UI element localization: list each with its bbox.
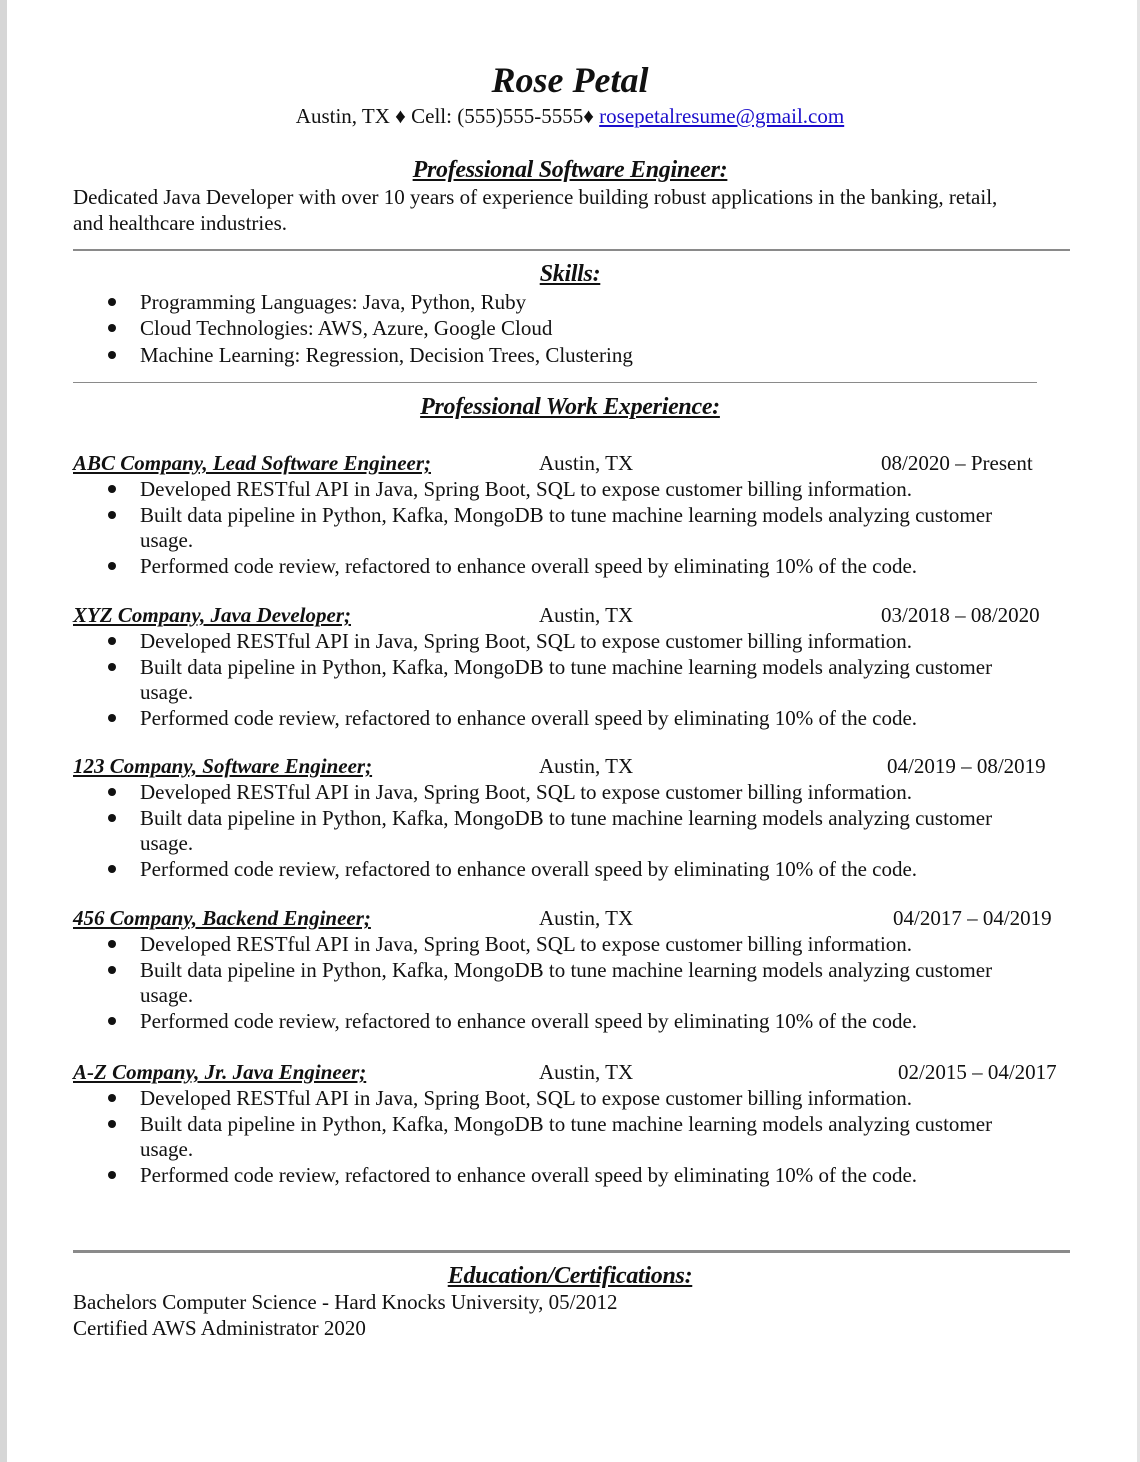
summary-text: and healthcare industries. bbox=[73, 211, 287, 235]
job-bullet: usage. bbox=[140, 831, 194, 855]
job-dates: 04/2017 – 04/2019 bbox=[893, 906, 1052, 930]
bullet-icon bbox=[108, 966, 116, 974]
job-bullet: Built data pipeline in Python, Kafka, MongoDB to tune machine learning models analyzing customer bbox=[140, 655, 993, 679]
job-bullet: usage. bbox=[140, 983, 194, 1007]
education-heading: Education/Certifications: bbox=[447, 1263, 693, 1289]
skill-item: Cloud Technologies: AWS, Azure, Google Cloud bbox=[140, 316, 553, 340]
bullet-icon bbox=[108, 485, 116, 493]
bullet-icon bbox=[108, 1017, 116, 1025]
divider bbox=[73, 1250, 1070, 1253]
experience-heading: Professional Work Experience: bbox=[420, 394, 720, 420]
job-bullet: usage. bbox=[140, 680, 194, 704]
bullet-icon bbox=[108, 1094, 116, 1102]
job-location: Austin, TX bbox=[539, 1060, 634, 1084]
job-location: Austin, TX bbox=[539, 754, 634, 778]
bullet-icon bbox=[108, 324, 116, 332]
job-bullet: Built data pipeline in Python, Kafka, MongoDB to tune machine learning models analyzing customer bbox=[140, 1112, 993, 1136]
skills-heading: Skills: bbox=[539, 261, 601, 287]
cell-phone: Cell: (555)555-5555 bbox=[411, 104, 584, 128]
bullet-icon bbox=[108, 562, 116, 570]
job-dates: 02/2015 – 04/2017 bbox=[898, 1060, 1057, 1084]
summary-heading: Professional Software Engineer: bbox=[412, 157, 728, 183]
location: Austin, TX bbox=[295, 104, 390, 128]
diamond-icon: ♦ bbox=[583, 104, 594, 128]
job-location: Austin, TX bbox=[539, 451, 634, 475]
bullet-icon bbox=[108, 511, 116, 519]
job-title: A-Z Company, Jr. Java Engineer; bbox=[73, 1060, 367, 1084]
bullet-icon bbox=[108, 940, 116, 948]
job-bullet: Developed RESTful API in Java, Spring Boot, SQL to expose customer billing information. bbox=[140, 780, 913, 804]
job-bullet: Developed RESTful API in Java, Spring Boot, SQL to expose customer billing information. bbox=[140, 629, 913, 653]
education-line: Bachelors Computer Science - Hard Knocks University, 05/2012 bbox=[73, 1290, 618, 1314]
bullet-icon bbox=[108, 814, 116, 822]
job-dates: 08/2020 – Present bbox=[881, 451, 1033, 475]
job-location: Austin, TX bbox=[539, 603, 634, 627]
divider bbox=[73, 249, 1070, 251]
email-link[interactable]: rosepetalresume@gmail.com bbox=[599, 104, 845, 128]
education-line: Certified AWS Administrator 2020 bbox=[73, 1316, 366, 1340]
job-title: XYZ Company, Java Developer; bbox=[73, 603, 351, 627]
job-bullet: usage. bbox=[140, 1137, 194, 1161]
job-title: 456 Company, Backend Engineer; bbox=[73, 906, 371, 930]
job-title: 123 Company, Software Engineer; bbox=[73, 754, 373, 778]
job-bullet: Performed code review, refactored to enhance overall speed by eliminating 10% of the code. bbox=[140, 706, 918, 730]
job-dates: 03/2018 – 08/2020 bbox=[881, 603, 1040, 627]
page-border bbox=[0, 0, 7, 1462]
job-bullet: Performed code review, refactored to enhance overall speed by eliminating 10% of the code. bbox=[140, 1009, 918, 1033]
bullet-icon bbox=[108, 865, 116, 873]
job-dates: 04/2019 – 08/2019 bbox=[887, 754, 1046, 778]
diamond-icon: ♦ bbox=[395, 104, 406, 128]
bullet-icon bbox=[108, 714, 116, 722]
job-title: ABC Company, Lead Software Engineer; bbox=[73, 451, 431, 475]
job-bullet: Performed code review, refactored to enhance overall speed by eliminating 10% of the code. bbox=[140, 1163, 918, 1187]
bullet-icon bbox=[108, 351, 116, 359]
job-bullet: Performed code review, refactored to enhance overall speed by eliminating 10% of the code. bbox=[140, 554, 918, 578]
job-bullet: Developed RESTful API in Java, Spring Boot, SQL to expose customer billing information. bbox=[140, 932, 913, 956]
job-bullet: Developed RESTful API in Java, Spring Boot, SQL to expose customer billing information. bbox=[140, 1086, 913, 1110]
summary-text: Dedicated Java Developer with over 10 years of experience building robust applications in the banking, retail, bbox=[73, 185, 998, 209]
job-bullet: Built data pipeline in Python, Kafka, MongoDB to tune machine learning models analyzing customer bbox=[140, 503, 993, 527]
candidate-name: Rose Petal bbox=[491, 60, 649, 100]
bullet-icon bbox=[108, 1120, 116, 1128]
bullet-icon bbox=[108, 663, 116, 671]
job-bullet: usage. bbox=[140, 528, 194, 552]
job-bullet: Performed code review, refactored to enhance overall speed by eliminating 10% of the code. bbox=[140, 857, 918, 881]
skill-item: Machine Learning: Regression, Decision Trees, Clustering bbox=[140, 343, 633, 367]
bullet-icon bbox=[108, 298, 116, 306]
job-bullet: Built data pipeline in Python, Kafka, MongoDB to tune machine learning models analyzing customer bbox=[140, 958, 993, 982]
job-location: Austin, TX bbox=[539, 906, 634, 930]
bullet-icon bbox=[108, 788, 116, 796]
divider bbox=[73, 382, 1037, 383]
bullet-icon bbox=[108, 637, 116, 645]
skill-item: Programming Languages: Java, Python, Ruby bbox=[140, 290, 527, 314]
bullet-icon bbox=[108, 1171, 116, 1179]
job-bullet: Developed RESTful API in Java, Spring Boot, SQL to expose customer billing information. bbox=[140, 477, 913, 501]
contact-line bbox=[0, 103, 1140, 129]
job-bullet: Built data pipeline in Python, Kafka, MongoDB to tune machine learning models analyzing customer bbox=[140, 806, 993, 830]
